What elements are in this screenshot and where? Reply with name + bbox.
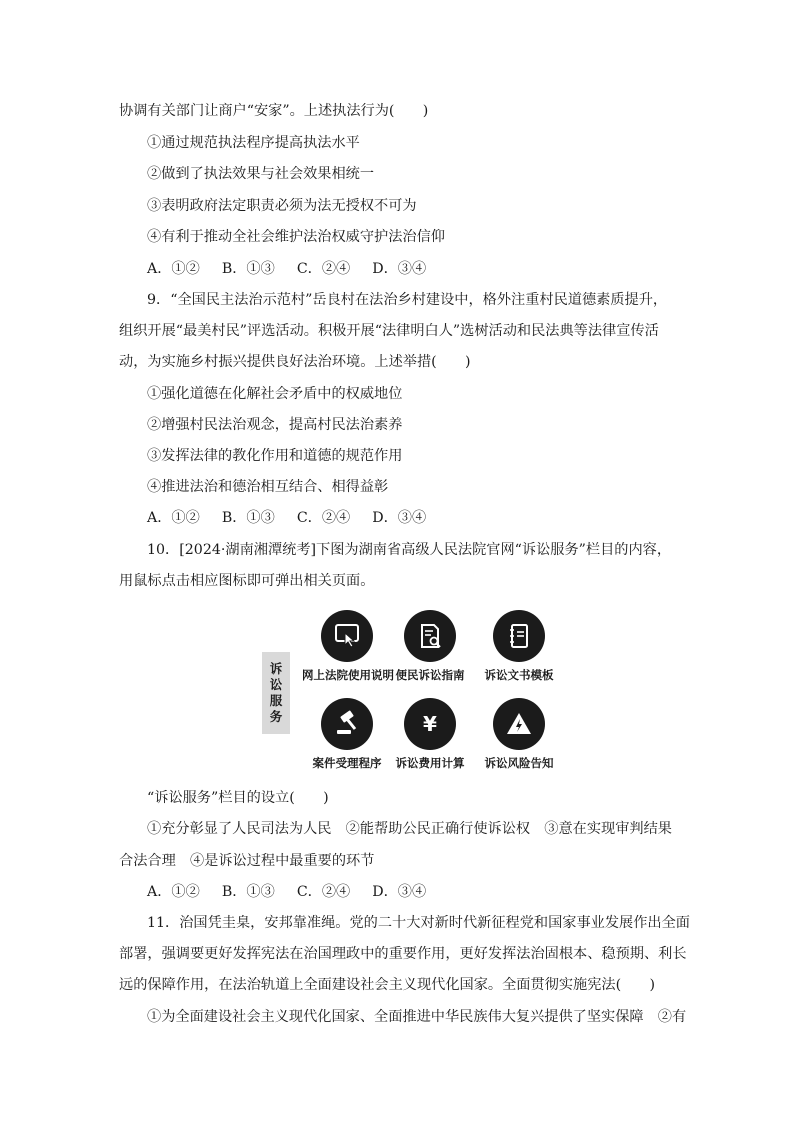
icon-label: 便民诉讼指南 bbox=[395, 668, 465, 682]
q9-stem-line-2: 组织开展“最美村民”评选活动。积极开展“法律明白人”选树活动和民法典等法律宣传活 bbox=[119, 323, 659, 339]
q8-option-b: B．①③ bbox=[221, 261, 275, 277]
q10-items-line-1: ①充分彰显了人民司法为人民 ②能帮助公民正确行使诉讼权 ③意在实现审判结果 bbox=[147, 821, 672, 837]
q8-options bbox=[147, 259, 448, 279]
icon-label: 案件受理程序 bbox=[312, 756, 382, 770]
fee-calculation-item[interactable] bbox=[385, 698, 475, 770]
q10-option-c: C．②④ bbox=[296, 884, 351, 900]
q10-question: “诉讼服务”栏目的设立( ) bbox=[147, 790, 329, 806]
q8-item-4: ④有利于推动全社会维护法治权威守护法治信仰 bbox=[147, 229, 445, 245]
icon-label: 诉讼文书模板 bbox=[484, 668, 554, 682]
q10-option-b: B．①③ bbox=[221, 884, 275, 900]
document-templates-item[interactable] bbox=[474, 610, 564, 682]
q9-item-4: ④推进法治和德治相互结合、相得益彰 bbox=[147, 479, 389, 495]
q9-item-2: ②增强村民法治观念，提高村民法治素养 bbox=[147, 417, 403, 433]
yuan-icon bbox=[404, 698, 456, 750]
litigation-guide-item[interactable] bbox=[385, 610, 475, 682]
q10-items-line-2: 合法合理 ④是诉讼过程中最重要的环节 bbox=[119, 853, 375, 869]
q8-option-d: D．③④ bbox=[372, 261, 427, 277]
litigation-services-figure bbox=[262, 602, 572, 782]
q8-option-a: A．①② bbox=[147, 261, 200, 277]
figure-side-label bbox=[262, 652, 290, 734]
warning-icon bbox=[493, 698, 545, 750]
q10-stem-line-1: 10．[2024·湖南湘潭统考]下图为湖南省高级人民法院官网“诉讼服务”栏目的内容， bbox=[147, 542, 672, 558]
q10-option-a: A．①② bbox=[147, 884, 200, 900]
yuan-glyph: ¥ bbox=[423, 712, 437, 736]
side-char-1: 诉 bbox=[269, 661, 283, 676]
q11-items-line-1: ①为全面建设社会主义现代化国家、全面推进中华民族伟大复兴提供了坚实保障 ②有 bbox=[147, 1009, 687, 1025]
q8-item-1: ①通过规范执法程序提高执法水平 bbox=[147, 135, 360, 151]
icon-label: 诉讼费用计算 bbox=[395, 756, 465, 770]
case-acceptance-item[interactable] bbox=[302, 698, 392, 770]
touch-screen-icon bbox=[321, 610, 373, 662]
icon-label: 诉讼风险告知 bbox=[484, 756, 554, 770]
side-char-3: 服 bbox=[269, 693, 283, 708]
side-char-2: 讼 bbox=[269, 677, 283, 692]
q10-stem-line-2: 用鼠标点击相应图标即可弹出相关页面。 bbox=[119, 573, 375, 589]
q9-option-d: D．③④ bbox=[372, 510, 427, 526]
q9-stem-line-3: 动，为实施乡村振兴提供良好法治环境。上述举措( ) bbox=[119, 354, 471, 370]
q9-item-1: ①强化道德在化解社会矛盾中的权威地位 bbox=[147, 386, 403, 402]
side-char-4: 务 bbox=[269, 709, 283, 724]
q9-item-3: ③发挥法律的教化作用和道德的规范作用 bbox=[147, 448, 403, 464]
q8-item-3: ③表明政府法定职责必须为法无授权不可为 bbox=[147, 198, 417, 214]
q9-option-b: B．①③ bbox=[221, 510, 275, 526]
q8-stem: 协调有关部门让商户“安家”。上述执法行为( ) bbox=[119, 103, 429, 119]
document-search-icon bbox=[404, 610, 456, 662]
q8-item-2: ②做到了执法效果与社会效果相统一 bbox=[147, 166, 375, 182]
q9-option-c: C．②④ bbox=[296, 510, 351, 526]
q8-option-c: C．②④ bbox=[296, 261, 351, 277]
q9-options bbox=[147, 508, 448, 528]
q10-options bbox=[147, 882, 448, 902]
q10-option-d: D．③④ bbox=[372, 884, 427, 900]
q9-stem-line-1: 9．“全国民主法治示范村”岳良村在法治乡村建设中，格外注重村民道德素质提升， bbox=[147, 292, 668, 308]
icon-label: 网上法院使用说明 bbox=[302, 668, 394, 682]
gavel-icon bbox=[321, 698, 373, 750]
notebook-icon bbox=[493, 610, 545, 662]
q11-stem-line-3: 远的保障作用，在法治轨道上全面建设社会主义现代化国家。全面贯彻实施宪法( ) bbox=[119, 977, 656, 993]
q11-stem-line-2: 部署，强调要更好发挥宪法在治国理政中的重要作用，更好发挥法治固根本、稳预期、利长 bbox=[119, 946, 687, 962]
risk-notice-item[interactable] bbox=[474, 698, 564, 770]
online-court-guide-item[interactable] bbox=[302, 610, 392, 682]
q9-option-a: A．①② bbox=[147, 510, 200, 526]
q11-stem-line-1: 11．治国凭圭臬，安邦靠准绳。党的二十大对新时代新征程党和国家事业发展作出全面 bbox=[147, 915, 690, 931]
